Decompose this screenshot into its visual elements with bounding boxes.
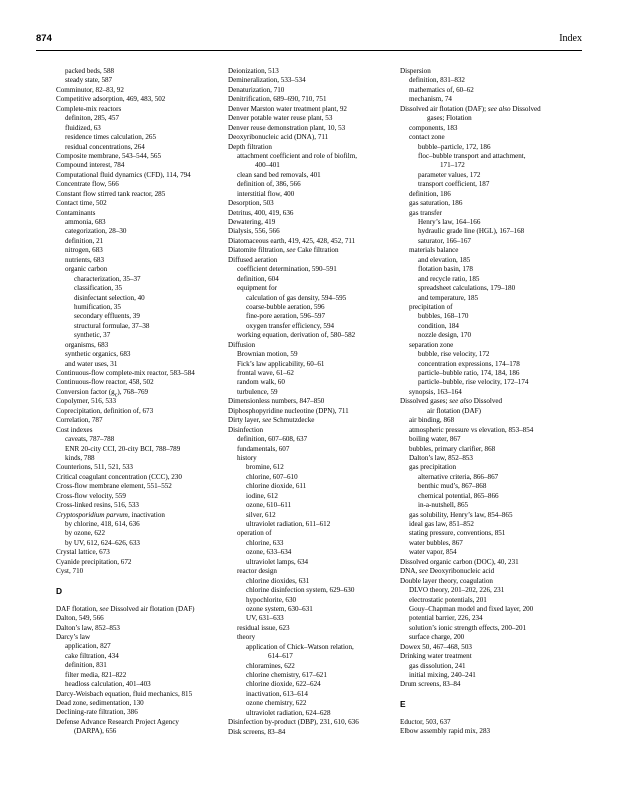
index-entry: Cross-flow velocity, 559: [56, 491, 126, 500]
index-subentry: chlorine dioxide, 611: [246, 482, 307, 491]
index-entry: Eductor, 503, 637: [400, 717, 451, 726]
index-subentry: particle–bubble ratio, 174, 184, 186: [418, 369, 520, 377]
index-subentry: working equation, derivation of, 580–582: [237, 331, 356, 340]
index-subentry: and elevation, 185: [418, 255, 471, 264]
index-entry: Denaturization, 710: [228, 85, 285, 94]
index-subentry: surface charge, 200: [409, 633, 465, 642]
index-subentry: Dalton’s law, 852–853: [409, 453, 473, 462]
index-entry: Dalton, 549, 566: [56, 614, 104, 623]
index-subentry: nutrients, 683: [65, 255, 105, 264]
index-entry: Dimensionless numbers, 847–850: [228, 397, 325, 406]
index-entry: Contaminants: [56, 208, 96, 217]
index-entry: Diffused aeration: [228, 255, 278, 264]
index-subentry: DLVO theory, 201–202, 226, 231: [409, 586, 505, 595]
index-subentry: water bubbles, 867: [409, 538, 463, 547]
index-entry: Dispersion: [400, 67, 431, 75]
index-subentry: parameter values, 172: [418, 170, 481, 179]
index-entry: Denver potable water reuse plant, 53: [228, 114, 333, 123]
index-entry: Cost indexes: [56, 425, 93, 434]
index-subentry: benthic mud’s, 867–868: [418, 482, 487, 491]
index-subentry: materials balance: [409, 246, 459, 255]
index-subentry: coefficient determination, 590–591: [237, 265, 337, 274]
index-subentry: reactor design: [237, 567, 277, 576]
index-subentry: ozone, 633–634: [246, 548, 292, 557]
index-subentry: in-a-nutshell, 865: [418, 501, 469, 510]
index-letter-heading: E: [400, 698, 406, 709]
index-subentry: chlorine, 607–610: [246, 472, 298, 481]
index-subentry: ozone, 610–611: [246, 501, 292, 510]
index-subentry: hydraulic grade line (HGL), 167–168: [418, 227, 525, 236]
index-subentry: theory: [237, 633, 256, 642]
index-entry: Dirty layer, see Schmutzdecke: [228, 416, 315, 425]
index-subentry: by UV, 612, 624–626, 633: [65, 538, 140, 547]
index-entry: Concentrate flow, 566: [56, 180, 119, 189]
index-subentry: and temperature, 185: [418, 293, 479, 302]
index-subentry: chlorine chemistry, 617–621: [246, 671, 327, 679]
index-subentry: 171–172: [440, 161, 465, 170]
index-entry: Cross-flow membrane element, 551–552: [56, 482, 172, 491]
index-entry: Diffusion: [228, 340, 256, 349]
index-subentry: definition, 831–832: [409, 76, 465, 85]
index-column-3: [400, 67, 582, 737]
index-subentry: operation of: [237, 529, 272, 538]
index-subentry: bubble–particle, 172, 186: [418, 142, 491, 151]
index-subentry: application, 827: [65, 642, 111, 651]
index-subentry: synthetic, 37: [74, 331, 111, 340]
index-subentry: random walk, 60: [237, 378, 285, 387]
index-subentry: atmospheric pressure vs elevation, 853–854: [409, 425, 534, 434]
index-subentry: bromine, 612: [246, 463, 284, 472]
index-subentry: residual concentrations, 264: [65, 142, 145, 151]
index-entry: Dissolved organic carbon (DOC), 40, 231: [400, 557, 519, 566]
index-subentry: fluidized, 63: [65, 123, 101, 132]
index-subentry: ozone chemistry, 622: [246, 699, 307, 708]
index-subentry: Henry’s law, 164–166: [418, 218, 481, 226]
index-subentry: potential barrier, 226, 234: [409, 614, 483, 623]
index-entry: Copolymer, 516, 533: [56, 397, 117, 406]
index-subentry: interstitial flow, 400: [237, 189, 295, 198]
index-subentry: definition, 21: [65, 236, 104, 245]
index-entry: Computational fluid dynamics (CFD), 114, 794: [56, 170, 191, 179]
index-subentry: water vapor, 854: [409, 548, 457, 557]
index-subentry: structural formulae, 37–38: [74, 321, 150, 330]
index-subentry: characterization, 35–37: [74, 274, 141, 283]
index-subentry: chlorine disinfection system, 629–630: [246, 586, 355, 595]
index-entry: Disinfection: [228, 425, 264, 434]
index-entry: Drum screens, 83–84: [400, 680, 461, 689]
index-subentry: 614–617: [268, 652, 293, 661]
index-entry: Dead zone, sedimentation, 130: [56, 699, 144, 707]
index-subentry: particle–bubble, rise velocity, 172–174: [418, 378, 529, 387]
index-subentry: iodine, 612: [246, 491, 278, 500]
index-subentry: mathematics of, 60–62: [409, 85, 474, 94]
index-subentry: UV, 631–633: [246, 614, 284, 623]
index-entry: Denver reuse demonstration plant, 10, 53: [228, 123, 346, 132]
index-entry: Declining-rate filtration, 386: [56, 708, 138, 717]
index-subentry: disinfectant selection, 40: [74, 293, 145, 302]
index-subentry: cake filtration, 434: [65, 651, 119, 660]
index-entry: Denitrification, 689–690, 710, 751: [228, 95, 327, 104]
index-subentry: history: [237, 453, 257, 462]
index-subentry: bubbles, primary clarifier, 868: [409, 444, 496, 453]
index-subentry: application of Chick–Watson relation,: [246, 642, 354, 651]
index-subentry: saturator, 166–167: [418, 236, 471, 245]
index-subentry: Fick’s law applicability, 60–61: [237, 359, 325, 368]
index-subentry: components, 183: [409, 123, 458, 132]
index-entry: Conversion factor $(g_c)$, 768–769: [56, 387, 149, 399]
index-subentry: floc–bubble transport and attachment,: [418, 151, 526, 160]
index-entry: Dalton’s law, 852–853: [56, 623, 120, 632]
index-subentry: initial mixing, 240–241: [409, 671, 476, 679]
index-subentry: contact zone: [409, 133, 445, 142]
index-subentry: turbulence, 59: [237, 387, 278, 396]
index-subentry: gas dissolution, 241: [409, 661, 466, 670]
index-entry: Depth filtration: [228, 142, 272, 151]
index-entry: Disk screens, 83–84: [228, 727, 286, 736]
index-subentry: chlorine dioxides, 631: [246, 576, 310, 585]
index-subentry: equipment for: [237, 284, 277, 293]
index-letter-heading: D: [56, 585, 63, 596]
index-subentry: solution’s ionic strength effects, 200–201: [409, 623, 527, 632]
index-entry: Deoxyribonucleic acid (DNA), 711: [228, 133, 329, 142]
index-subentry: precipitation of: [409, 302, 453, 311]
index-entry: Coprecipitation, definition of, 673: [56, 406, 154, 415]
index-subentry: mechanism, 74: [409, 95, 452, 104]
index-subentry: synthetic organics, 683: [65, 350, 131, 359]
page-header: [36, 33, 582, 47]
index-subentry: ultraviolet radiation, 611–612: [246, 520, 331, 528]
index-subentry: caveats, 787–788: [65, 435, 115, 444]
index-subentry: Gouy–Chapman model and fixed layer, 200: [409, 604, 534, 613]
index-subentry: organic carbon: [65, 265, 108, 274]
index-subentry: steady state, 587: [65, 76, 113, 85]
running-title: Index: [559, 33, 582, 44]
index-entry: Counterions, 511, 521, 533: [56, 463, 133, 472]
index-subentry: gas transfer: [409, 208, 442, 217]
index-entry: Continuous-flow complete-mix reactor, 583–584: [56, 369, 195, 377]
index-subentry: bubble, rise velocity, 172: [418, 350, 490, 359]
index-subentry: ozone system, 630–631: [246, 604, 313, 613]
index-subentry: condition, 184: [418, 321, 459, 330]
index-subentry: calculation of gas density, 594–595: [246, 293, 347, 302]
index-subentry: flotation basin, 178: [418, 265, 473, 274]
index-entry: Competitive adsorption, 469, 483, 502: [56, 95, 166, 104]
index-subentry: definition of, 386, 566: [237, 180, 301, 189]
index-subentry: packed beds, 588: [65, 67, 115, 75]
index-subentry: gas precipitation: [409, 463, 457, 472]
index-entry: Elbow assembly rapid mix, 283: [400, 727, 491, 736]
index-subentry: ideal gas law, 851–852: [409, 520, 474, 528]
index-subentry: 400–401: [255, 161, 280, 170]
index-subentry: organisms, 683: [65, 340, 109, 349]
index-subentry: chlorine dioxide, 622–624: [246, 680, 321, 689]
index-subentry: oxygen transfer efficiency, 594: [246, 321, 335, 330]
index-entry: Diatomite filtration, see Cake filtration: [228, 246, 339, 255]
index-subentry: fundamentals, 607: [237, 444, 290, 453]
index-subentry: separation zone: [409, 340, 454, 349]
index-entry: Contact time, 502: [56, 199, 107, 208]
index-entry: Defense Advance Research Project Agency: [56, 717, 179, 726]
index-subentry: categorization, 28–30: [65, 227, 127, 236]
index-subentry: hypochlorite, 630: [246, 595, 297, 604]
index-entry: Dissolved gases; see also Dissolved: [400, 397, 503, 406]
index-entry: Continuous-flow reactor, 458, 502: [56, 378, 154, 387]
index-subentry: headloss calculation, 401–403: [65, 680, 151, 689]
index-entry: Dowex 50, 467–468, 503: [400, 642, 472, 651]
index-subentry: definiton, 285, 457: [65, 114, 119, 123]
index-subentry: kinds, 788: [65, 453, 95, 462]
index-subentry: chloramines, 622: [246, 661, 295, 670]
index-subentry: nozzle design, 170: [418, 331, 471, 340]
index-subentry: and recycle ratio, 185: [418, 274, 480, 283]
index-subentry: (DARPA), 656: [74, 727, 117, 736]
index-subentry: definition, 831: [65, 661, 107, 670]
index-entry: Complete-mix reactors: [56, 104, 122, 113]
index-entry: DAF flotation, see Dissolved air flotation (DAF): [56, 604, 195, 613]
index-subentry: filter media, 821–822: [65, 670, 127, 679]
index-entry: Compound interest, 784: [56, 161, 125, 170]
index-subentry: alternative criteria, 866–867: [418, 472, 499, 481]
index-subentry: concentration expressions, 174–178: [418, 359, 520, 368]
index-subentry: definition, 186: [409, 189, 451, 198]
index-entry: Dialysis, 556, 566: [228, 227, 280, 236]
index-subentry: air binding, 868: [409, 416, 455, 425]
index-subentry: attachment coefficient and role of biofilm,: [237, 151, 358, 160]
index-subentry: clean sand bed removals, 401: [237, 170, 321, 179]
index-subentry: bubbles, 168–170: [418, 312, 469, 321]
index-subentry: spreadsheet calculations, 179–180: [418, 284, 516, 293]
index-subentry: air flotation (DAF): [427, 406, 481, 415]
index-entry: Cyst, 710: [56, 567, 84, 576]
index-entry: Disinfection by-product (DBP), 231, 610, 636: [228, 718, 359, 727]
index-entry: Detritus, 400, 419, 636: [228, 208, 294, 217]
index-entry: Darcy’s law: [56, 632, 91, 641]
index-entry: Deionization, 513: [228, 67, 279, 75]
index-subentry: and water uses, 31: [65, 359, 118, 368]
index-subentry: chemical potential, 865–866: [418, 491, 499, 500]
index-entry: Denver Marston water treatment plant, 92: [228, 104, 347, 113]
index-subentry: by chlorine, 418, 614, 636: [65, 520, 140, 528]
index-entry: Desorption, 503: [228, 199, 274, 208]
index-entry: Comminutor, 82–83, 92: [56, 85, 124, 94]
index-subentry: residual issue, 623: [237, 623, 290, 632]
index-entry: Diphosphopyridine nucleotine (DPN), 711: [228, 406, 349, 415]
index-subentry: synopsis, 163–164: [409, 387, 462, 396]
index-entry: Crystal lattice, 673: [56, 548, 110, 557]
index-entry: Cross-linked resins, 516, 533: [56, 501, 139, 510]
index-entry: Drinking water treatment: [400, 652, 472, 661]
page-number: 874: [36, 33, 52, 44]
index-subentry: gas solubility, Henry’s law, 854–865: [409, 510, 513, 519]
index-subentry: classification, 35: [74, 284, 123, 293]
index-subentry: chlorine, 633: [246, 538, 284, 547]
index-subentry: frontal wave, 61–62: [237, 369, 294, 377]
index-subentry: stating pressure, conventions, 851: [409, 529, 506, 538]
index-subentry: Brownian motion, 59: [237, 350, 298, 359]
index-subentry: residence times calculation, 265: [65, 133, 157, 142]
index-subentry: ultraviolet lamps, 634: [246, 557, 309, 566]
index-entry: Constant flow stirred tank reactor, 285: [56, 189, 166, 198]
index-column-1: [56, 67, 224, 737]
index-subentry: boiling water, 867: [409, 435, 461, 444]
index-subentry: nitrogen, 683: [65, 246, 103, 255]
index-subentry: definition, 604: [237, 274, 279, 283]
index-entry: DNA, see Deoxyribonucleic acid: [400, 567, 495, 576]
index-entry: Dewatering, 419: [228, 218, 276, 226]
index-subentry: by ozone, 622: [65, 529, 105, 538]
header-rule: [36, 50, 582, 51]
index-subentry: humification, 35: [74, 302, 121, 311]
index-subentry: definition, 607–608, 637: [237, 435, 308, 444]
index-subentry: gas saturation, 186: [409, 199, 463, 208]
index-entry: Cyanide precipitation, 672: [56, 557, 132, 566]
index-subentry: secondary effluents, 39: [74, 312, 140, 321]
index-subentry: coarse-bubble aeration, 596: [246, 302, 325, 311]
index-entry: Composite membrane, 543–544, 565: [56, 151, 162, 160]
index-entry: Correlation, 787: [56, 416, 103, 425]
index-subentry: ENR 20-city CCI, 20-city BCI, 788–789: [65, 444, 181, 453]
index-entry: Cryptosporidium parvum, inactivation: [56, 510, 165, 519]
index-subentry: electrostatic potentials, 201: [409, 595, 487, 604]
index-column-2: [228, 67, 396, 737]
index-subentry: gases; Flotation: [427, 114, 472, 123]
index-entry: Critical coagulant concentration (CCC), 230: [56, 472, 182, 481]
index-entry: Demineralization, 533–534: [228, 76, 306, 85]
index-entry: Diatomaceous earth, 419, 425, 428, 452, 711: [228, 236, 356, 245]
index-subentry: silver, 612: [246, 510, 276, 519]
index-subentry: transport coefficient, 187: [418, 180, 490, 189]
index-entry: Double layer theory, coagulation: [400, 576, 493, 585]
index-entry: Darcy-Weisbach equation, fluid mechanics, 815: [56, 689, 193, 698]
index-subentry: ultraviolet radiation, 624–628: [246, 708, 331, 717]
index-subentry: fine-pore aeration, 596–597: [246, 312, 325, 321]
index-entry: Dissolved air flotation (DAF); see also Dissolved: [400, 104, 541, 113]
index-subentry: ammonia, 683: [65, 218, 106, 226]
index-subentry: inactivation, 613–614: [246, 689, 308, 698]
